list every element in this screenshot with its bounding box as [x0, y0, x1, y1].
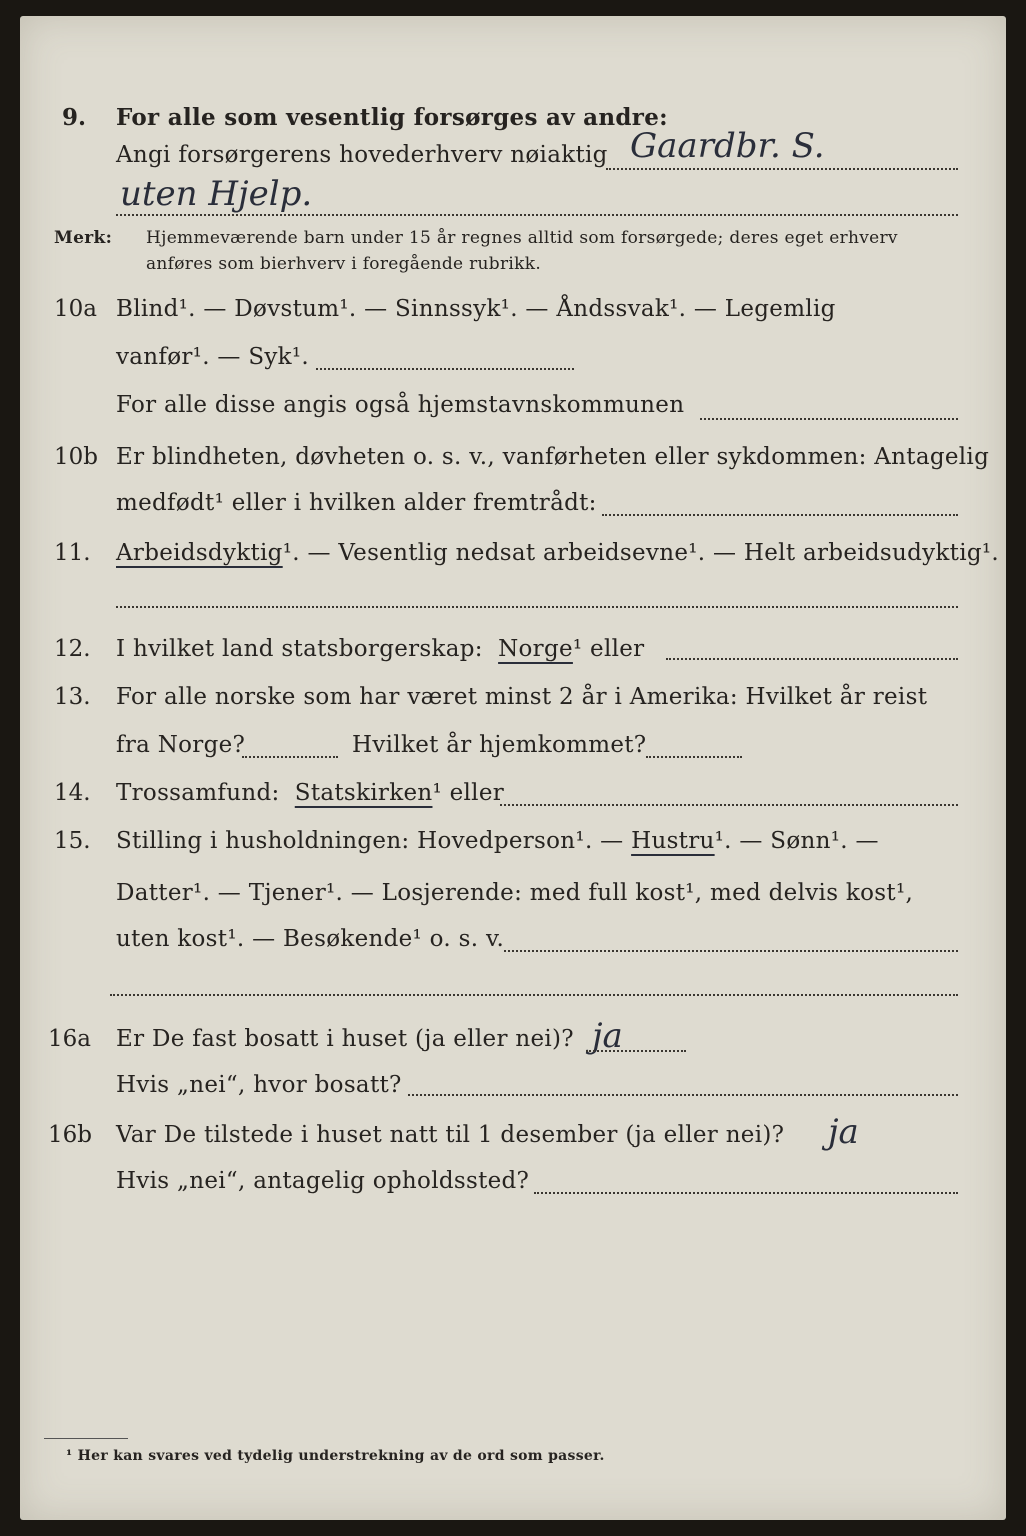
- q16b-opholdssted-line: [534, 1192, 958, 1194]
- q15-line1: [116, 828, 879, 854]
- q16a-line1: Er De fast bosatt i huset (ja eller nei)?: [116, 1026, 574, 1052]
- merk-line2: anføres som bierhverv i foregående rubrikk.: [146, 254, 542, 274]
- footnote-rule: [44, 1438, 128, 1439]
- q13-hjemkommet-line: [646, 756, 742, 758]
- q13-number: 13.: [54, 684, 91, 710]
- q11-underlined-option: Arbeidsdyktig: [116, 540, 283, 566]
- q15-line3: uten kost¹. — Besøkende¹ o. s. v.: [116, 926, 505, 952]
- merk-line1: Hjemmeværende barn under 15 år regnes alltid som forsørgede; deres eget erhverv: [146, 228, 898, 248]
- q15-line1-c: ¹. — Sønn¹. —: [714, 828, 879, 854]
- q15-underlined-option: Hustru: [631, 828, 715, 854]
- q9-number: 9.: [62, 104, 87, 131]
- merk-label: Merk:: [54, 228, 113, 248]
- q13-line2b: Hvilket år hjemkommet?: [352, 732, 647, 758]
- q13-line1: For alle norske som har været minst 2 år i Amerika: Hvilket år reist: [116, 684, 928, 710]
- q12-underlined-option: Norge: [498, 636, 573, 662]
- q15-answer-line: [504, 950, 958, 952]
- q16b-line2: Hvis „nei“, antagelig opholdssted?: [116, 1168, 530, 1194]
- q13-line2a: fra Norge?: [116, 732, 246, 758]
- q12-text: [116, 636, 644, 662]
- q11-answer-line: [116, 606, 958, 608]
- q9-handwritten-answer2: uten Hjelp.: [120, 174, 313, 214]
- q10b-line1: Er blindheten, døvheten o. s. v., vanførheten eller sykdommen: Antagelig: [116, 444, 990, 470]
- q14-answer-line: [500, 804, 958, 806]
- q16b-number: 16b: [48, 1122, 92, 1148]
- q14-underlined-option: Statskirken: [294, 780, 433, 806]
- q9-handwritten-answer1: Gaardbr. S.: [630, 126, 825, 166]
- q10b-line2: medfødt¹ eller i hvilken alder fremtrådt:: [116, 490, 597, 516]
- q16a-line2: Hvis „nei“, hvor bosatt?: [116, 1072, 402, 1098]
- q9-answer-line2: [116, 214, 958, 216]
- q10b-answer-line: [602, 514, 958, 516]
- q10a-line1: Blind¹. — Døvstum¹. — Sinnssyk¹. — Åndssvak¹. — Legemlig: [116, 296, 836, 322]
- q14-rest: ¹ eller: [432, 780, 505, 806]
- q12-rest: ¹ eller: [572, 636, 645, 662]
- q11-number: 11.: [54, 540, 91, 566]
- q10a-syk-line: [316, 368, 574, 370]
- q10a-number: 10a: [54, 296, 97, 322]
- q9-line1: For alle som vesentlig forsørges av andre:: [116, 104, 668, 131]
- footnote-text: ¹ Her kan svares ved tydelig understrekning av de ord som passer.: [66, 1448, 605, 1464]
- q10a-line3: For alle disse angis også hjemstavnskommunen: [116, 392, 685, 418]
- q16a-answer-line: [586, 1050, 686, 1052]
- q16b-line1: Var De tilstede i huset natt til 1 desember (ja eller nei)?: [116, 1122, 785, 1148]
- q15-line2: Datter¹. — Tjener¹. — Losjerende: med full kost¹, med delvis kost¹,: [116, 880, 914, 906]
- q16a-number: 16a: [48, 1026, 91, 1052]
- q10a-hjemstavn-line: [700, 418, 958, 420]
- q10a-line2: vanfør¹. — Syk¹.: [116, 344, 310, 370]
- q12-label: I hvilket land statsborgerskap:: [116, 636, 483, 662]
- q10b-number: 10b: [54, 444, 98, 470]
- q9-line2: Angi forsørgerens hovederhverv nøiaktig: [116, 142, 608, 168]
- q15-extra-line: [110, 994, 958, 996]
- census-form-page: [20, 16, 1006, 1520]
- q12-number: 12.: [54, 636, 91, 662]
- q11-text: [116, 540, 999, 566]
- q14-number: 14.: [54, 780, 91, 806]
- q14-text: [116, 780, 504, 806]
- q15-line1-a: Stilling i husholdningen: Hovedperson¹. —: [116, 828, 624, 854]
- q9-answer-line1: [606, 168, 958, 170]
- q16a-bosatt-line: [408, 1094, 958, 1096]
- q13-reist-line: [242, 756, 338, 758]
- q15-number: 15.: [54, 828, 91, 854]
- q16a-handwritten-answer: ja: [592, 1016, 623, 1056]
- q16b-handwritten-answer: ja: [828, 1112, 859, 1152]
- q12-answer-line: [666, 658, 958, 660]
- q11-rest: ¹. — Vesentlig nedsat arbeidsevne¹. — Helt arbeidsudyktig¹.: [282, 540, 1000, 566]
- q14-label: Trossamfund:: [116, 780, 280, 806]
